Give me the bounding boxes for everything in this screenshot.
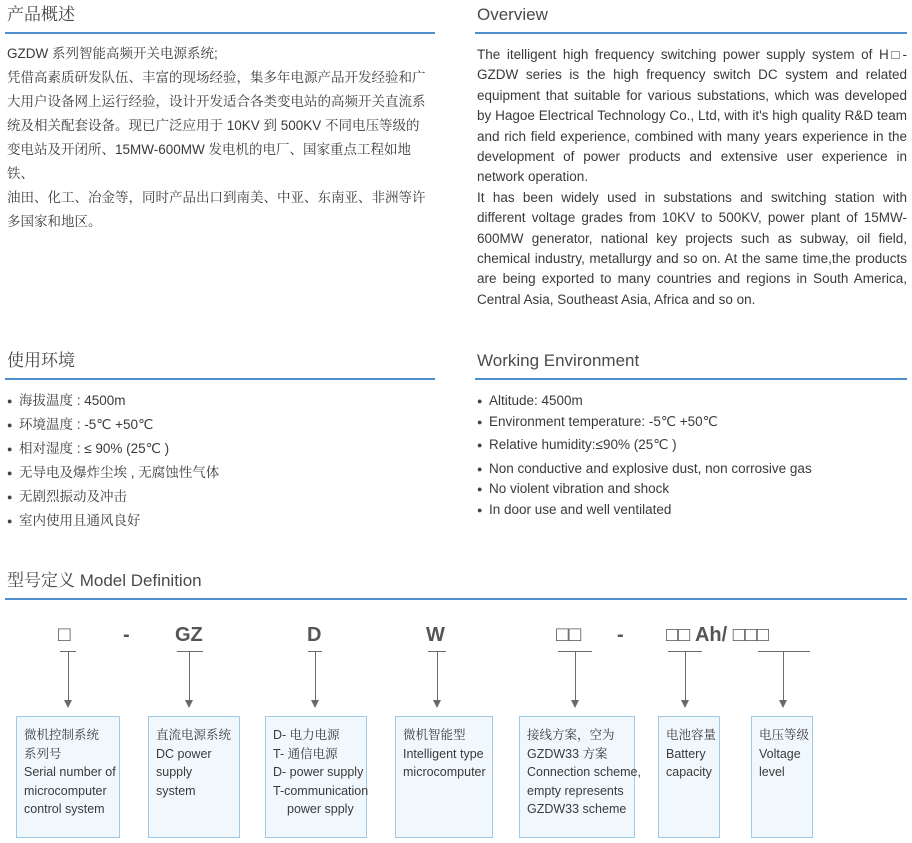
desc-line: 微机智能型 [403, 728, 466, 742]
list-item: ● No violent vibration and shock [477, 479, 812, 500]
list-item: ● 无剧烈振动及冲击 [7, 485, 219, 509]
connector-line [315, 651, 316, 703]
overview-cn-title: 产品概述 [7, 5, 75, 24]
desc-line: D- power supply [273, 765, 364, 779]
env-en-list [477, 391, 812, 520]
desc-line: system [156, 783, 196, 798]
overview-cn-line: 油田、化工、冶金等，同时产品出口到南美、中亚、东南亚、非洲等许 [7, 190, 426, 205]
code-gz: GZ [175, 624, 203, 646]
overview-en-rule [475, 32, 907, 34]
arrow-down-icon [681, 700, 689, 708]
code-scheme-boxes: □□ [556, 623, 582, 646]
overview-cn-line: 凭借高素质研发队伍、丰富的现场经验，集多年电源产品开发经验和广 [7, 70, 426, 85]
desc-voltage-level [751, 716, 813, 838]
desc-line: Connection scheme, [527, 765, 641, 779]
env-cn-title: 使用环境 [7, 351, 75, 370]
env-en-rule [475, 378, 907, 380]
overview-cn-rule [5, 32, 435, 34]
connector-line [68, 651, 69, 703]
code-series-box: □ [58, 623, 71, 646]
connector-line [783, 651, 784, 703]
desc-line: Voltage [759, 746, 801, 761]
model-rule [5, 598, 907, 600]
arrow-down-icon [571, 700, 579, 708]
list-item: ● Non conductive and explosive dust, non corrosive gas [477, 459, 812, 480]
list-item: ● 相对湿度 : ≤ 90% (25℃ ) [7, 437, 219, 461]
desc-line: GZDW33 方案 [527, 746, 608, 761]
overview-cn-line: 大用户设备网上运行经验，设计开发适合各类变电站的高频开关直流系 [7, 94, 426, 109]
desc-connection-scheme [519, 716, 641, 838]
desc-line: Serial number of [24, 765, 116, 779]
arrow-down-icon [779, 700, 787, 708]
desc-line: 直流电源系统 [156, 728, 232, 742]
desc-line: DC power [156, 746, 212, 761]
list-item: ● Relative humidity:≤90% (25℃ ) [477, 435, 812, 456]
desc-line: control system [24, 802, 105, 816]
overview-en-para2: It has been widely used in substations and switching station with different voltage grades from 10KV to 500KV, power plant of 15MW-600MW generator, national key projects such as subway, oil field, chemical industry, metallurgy and so on. At the same time,the products are being exported to many countries and regions in South America, Central Asia, Southeast Asia, Africa and so on. [477, 189, 907, 307]
arrow-down-icon [311, 700, 319, 708]
desc-battery-capacity [658, 716, 720, 838]
list-item: ● Environment temperature: -5℃ +50℃ [477, 412, 812, 433]
desc-line: Battery [666, 746, 706, 761]
connector-line [437, 651, 438, 703]
env-cn-rule [5, 378, 435, 380]
overview-en-para1: The itelligent high frequency switching power supply system of H□-GZDW series is the high frequency switch DC system and related equipment that suitable for various substations, which was developed by Hagoe Electrical Technology Co., Ltd, with it's high quality R&D team and rich field experience, combined with many years experience in the development of power products and extensive user experience in network operation. [477, 47, 907, 185]
list-item: ● 海拔温度 : 4500m [7, 389, 219, 413]
overview-cn-line: 统及相关配套设备。现已广泛应用于 10KV 到 500KV 不同电压等级的 [7, 118, 420, 133]
overview-en-title: Overview [477, 5, 548, 24]
list-item: ● 环境温度 : -5℃ +50℃ [7, 413, 219, 437]
desc-line: supply [156, 765, 193, 779]
connector-line [575, 651, 576, 703]
desc-line: 微机控制系统 [24, 728, 100, 742]
arrow-down-icon [64, 700, 72, 708]
overview-cn-text [7, 42, 437, 234]
desc-power-type [265, 716, 367, 838]
overview-en-text [477, 45, 907, 310]
desc-line: D- 电力电源 [273, 728, 340, 742]
desc-line: Intelligent type [403, 746, 484, 761]
env-en-title: Working Environment [477, 351, 640, 370]
list-item: ● 无导电及爆炸尘埃 , 无腐蚀性气体 [7, 461, 219, 485]
connector-line [189, 651, 190, 703]
code-dash: - [123, 624, 130, 646]
desc-line: GZDW33 scheme [527, 802, 627, 816]
code-d: D [307, 624, 322, 646]
list-item: ● Altitude: 4500m [477, 391, 812, 412]
desc-line: empty represents [527, 783, 624, 798]
desc-series-number [16, 716, 120, 838]
desc-line: level [759, 765, 785, 779]
desc-line: microcomputer [403, 765, 486, 779]
connector-cap [177, 651, 203, 652]
overview-cn-line: GZDW 系列智能高频开关电源系统; [7, 46, 218, 61]
desc-line: 电池容量 [666, 728, 717, 742]
desc-line: microcomputer [24, 783, 107, 798]
env-cn-list [7, 389, 219, 533]
connector-line [685, 651, 686, 703]
desc-intelligent-type [395, 716, 493, 838]
overview-cn-line: 变电站及开闭所、15MW-600MW 发电机的电厂、国家重点工程如地铁、 [7, 142, 412, 181]
desc-line: 电压等级 [759, 728, 810, 742]
desc-line: power spply [287, 802, 354, 816]
arrow-down-icon [433, 700, 441, 708]
desc-line: T-communication [273, 783, 369, 798]
desc-line: 系列号 [24, 746, 62, 761]
desc-line: capacity [666, 765, 712, 779]
list-item: ● 室内使用且通风良好 [7, 509, 219, 533]
desc-dc-power [148, 716, 240, 838]
list-item: ● In door use and well ventilated [477, 500, 812, 521]
code-dash: - [617, 624, 624, 646]
desc-line: 接线方案，空为 [527, 728, 615, 742]
arrow-down-icon [185, 700, 193, 708]
overview-cn-line: 多国家和地区。 [7, 214, 102, 229]
connector-cap [758, 651, 810, 652]
code-capacity-voltage: □□ Ah/ □□□ [666, 624, 769, 646]
code-w: W [426, 624, 445, 646]
desc-line: T- 通信电源 [273, 746, 338, 761]
model-title: 型号定义 Model Definition [7, 571, 202, 590]
